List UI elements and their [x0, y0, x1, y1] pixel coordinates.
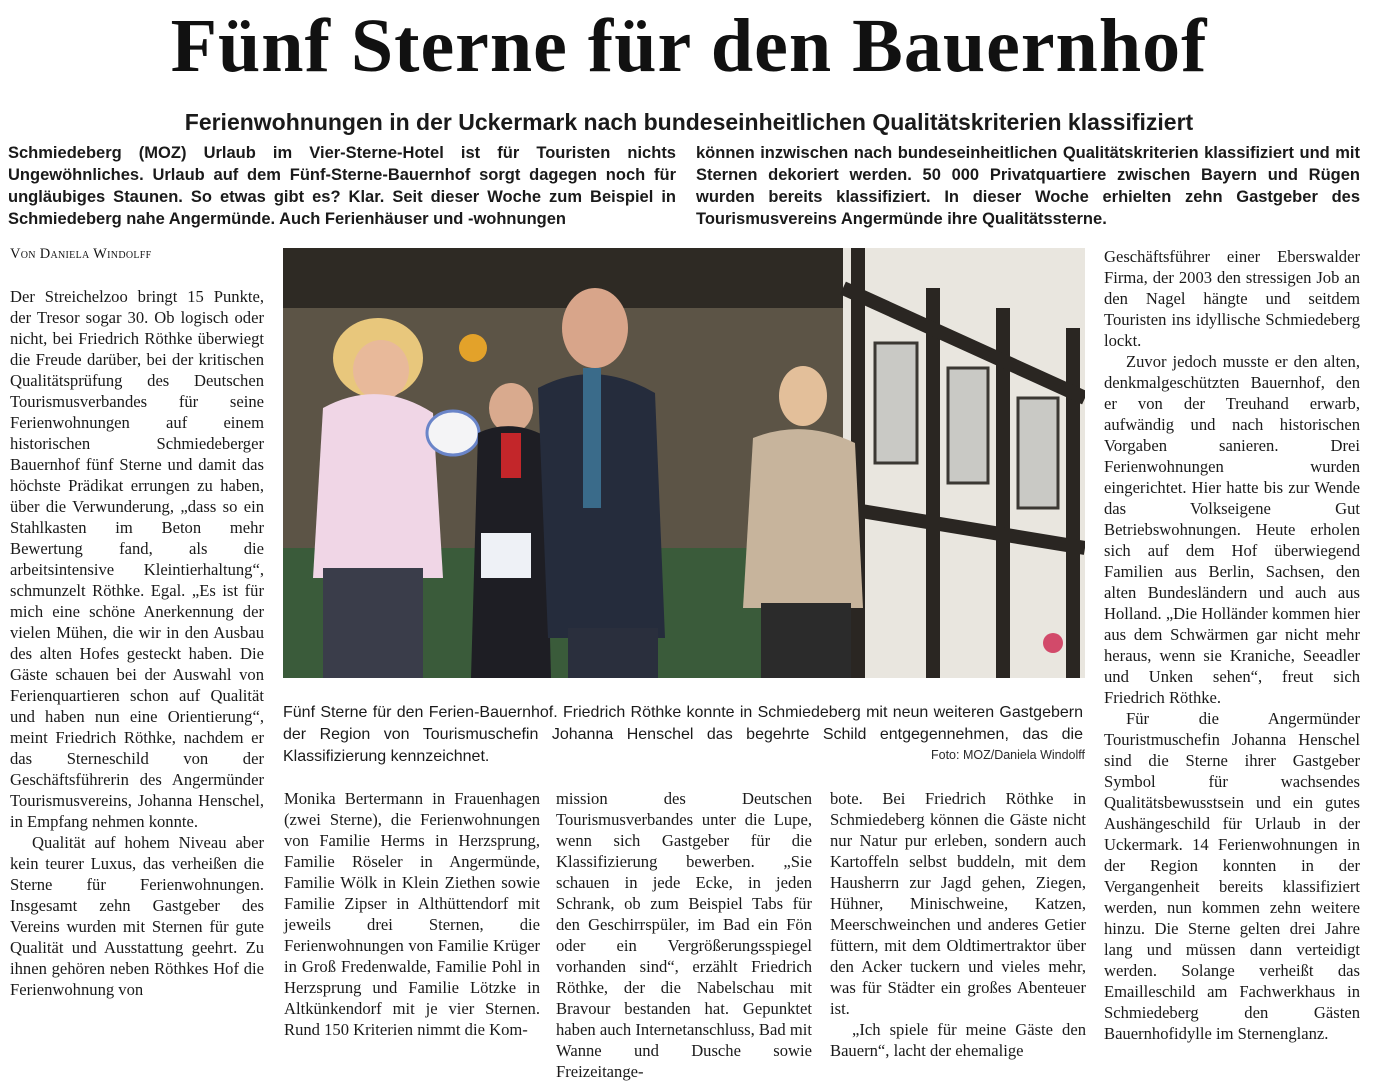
paragraph: bote. Bei Friedrich Röthke in Schmiedeberg können die Gäste nicht nur Natur pur erleben, sondern auch Kartoffeln selbst buddeln, mit dem Hausherrn zur Jagd gehen, Ziegen, Hühner, Minischweine, Katzen, Meerschweinchen und anderes Getier füttern, mit dem Oldtimertraktor über den Acker tuckern und vieles mehr, was für Städter ein großes Abenteuer ist.	[830, 789, 1086, 1018]
article-column-4	[830, 788, 1086, 1061]
lead-paragraph-right: können inzwischen nach bundeseinheitlichen Qualitätskriterien klassifiziert und mit Sternen dekoriert werden. 50 000 Privatquartiere zwischen Bayern und Rügen wurden bereits klassifiziert. In dieser Woche erhielten zehn Gastgeber des Tourismusvereins Angermünde ihre Qualitätssterne.	[696, 144, 1360, 228]
paragraph: Qualität auf hohem Niveau aber kein teurer Luxus, das verheißen die Sterne für Ferienwohnungen. Insgesamt zehn Gastgeber des Vereins wurden mit Sternen für gute Qualität und Ausstattung geehrt. Zu ihnen gehören neben Röthkes Hof die Ferienwohnung von	[10, 833, 264, 999]
paragraph: mission des Deutschen Tourismusverbandes unter die Lupe, wenn sich Gastgeber für die Klassifizierung bewerben. „Sie schauen in jede Ecke, in jeden Schrank, ob zum Beispiel Tabs für den Geschirrspüler, im Bad ein Fön oder ein Vergrößerungsspiegel vorhanden sind“, erzählt Friedrich Röthke, der die Nabelschau mit Bravour bestanden hat. Gepunktet haben auch Internetanschluss, Bad mit Wanne und Dusche sowie Freizeitange-	[556, 789, 812, 1081]
photo-caption: Fünf Sterne für den Ferien-Bauernhof. Friedrich Röthke konnte in Schmiedeberg mit neun weiteren Gastgebern der Region von Tourismuschefin Johanna Henschel das begehrte Schild entgegennehmen, das die Klassifizierung kennzeichnet.	[283, 704, 1083, 765]
photo-illustration	[283, 248, 1085, 678]
subheadline: Ferienwohnungen in der Uckermark nach bundeseinheitlichen Qualitätskriterien klassifiziert	[184, 109, 1194, 135]
paragraph: Der Streichelzoo bringt 15 Punkte, der Tresor sogar 30. Ob logisch oder nicht, bei Friedrich Röthke überwiegt die Freude darüber, bei der kritischen Qualitätsprüfung des Deutschen Tourismusverbandes für seine Ferienwohnungen auf einem historischen Schmiedeberger Bauernhof fünf Sterne und damit das höchste Prädikat errungen zu haben, über die Verwunderung, „dass so ein Stahlkasten im Beton mehr Bewertung fand, als die arbeitsintensive Kleintierhaltung“, schmunzelt Röthke. Egal. „Es ist für mich eine schöne Anerkennung der vielen Mühen, die wir in den Ausbau des alten Hofes gesteckt haben. Die Gäste schauen bei der Auswahl von Ferienquartieren schon auf Qualität und haben nun eine Orientierung“, meint Friedrich Röthke, nachdem er das Sterneschild von der Geschäftsführerin des Angermünder Tourismusvereins, Johanna Henschel, in Empfang nehmen konnte.	[10, 287, 264, 831]
paragraph: Geschäftsführer einer Eberswalder Firma, der 2003 den stressigen Job an den Nagel hängte und seitdem Touristen ins idyllische Schmiedeberg lockt.	[1104, 247, 1360, 350]
paragraph: Zuvor jedoch musste er den alten, denkmalgeschützten Bauernhof, den er von der Treuhand erwarb, aufwändig und nach historischen Vorgaben sanieren. Drei Ferienwohnungen wurden eingerichtet. Hier hatte bis zur Wende das Volkseigene Gut Betriebswohnungen. Heute erholen sich auf dem Hof überwiegend Familien aus Berlin, Sachsen, den alten Bundesländern und auch aus Holland. „Die Holländer kommen hier aus dem Schwärmen gar nicht mehr heraus, wenn sie Kraniche, Seeadler und Unken sehen“, freut sich Friedrich Röthke.	[1104, 352, 1360, 707]
paragraph: „Ich spiele für meine Gäste den Bauern“, lacht der ehemalige	[830, 1020, 1086, 1060]
headline: Fünf Sterne für den Bauernhof	[170, 4, 1208, 88]
article-column-3	[556, 788, 812, 1082]
byline: Von Daniela Windolff	[10, 246, 152, 262]
paragraph: Monika Bertermann in Frauenhagen (zwei Sterne), die Ferienwohnungen von Familie Herms in Herzsprung, Familie Röseler in Angermünde, Familie Wölk in Klein Ziethen sowie Familie Zipser in Althüttendorf mit jeweils drei Sternen, die Ferienwohnungen von Familie Krüger in Groß Fredenwalde, Familie Pohl in Herzsprung und Familie Lötzke in Altkünkendorf mit je vier Sternen. Rund 150 Kriterien nimmt die Kom-	[284, 789, 540, 1039]
article-column-1	[10, 286, 264, 1000]
paragraph: Für die Angermünder Touristmuschefin Johanna Henschel sind die Sterne ihrer Gastgeber Symbol für wachsendes Qualitätsbewusstsein und ein gutes Aushängeschild für Urlaub in der Uckermark. 14 Ferienwohnungen in der Region konnten in der Vergangenheit bereits klassifiziert werden, nun kommen zehn weitere hinzu. Die Sterne gelten drei Jahre lang und müssen dann verteidigt werden. Solange verheißt das Emailleschild am Fachwerkhaus in Schmiedeberg den Gästen Bauernhofidylle im Sternenglanz.	[1104, 709, 1360, 1043]
article-column-2	[284, 788, 540, 1040]
lead-paragraph-left: Schmiedeberg (MOZ) Urlaub im Vier-Sterne-Hotel ist für Touristen nichts Ungewöhnliches. Urlaub auf dem Fünf-Sterne-Bauernhof sorgt dagegen noch für ungläubiges Staunen. So etwas gibt es? Klar. Seit dieser Woche zum Beispiel in Schmiedeberg nahe Angermünde. Auch Ferienhäuser und -wohnungen	[8, 144, 676, 228]
article-column-5	[1104, 246, 1360, 1044]
photo-credit: Foto: MOZ/Daniela Windolff	[931, 748, 1085, 762]
article-photo	[283, 248, 1085, 678]
